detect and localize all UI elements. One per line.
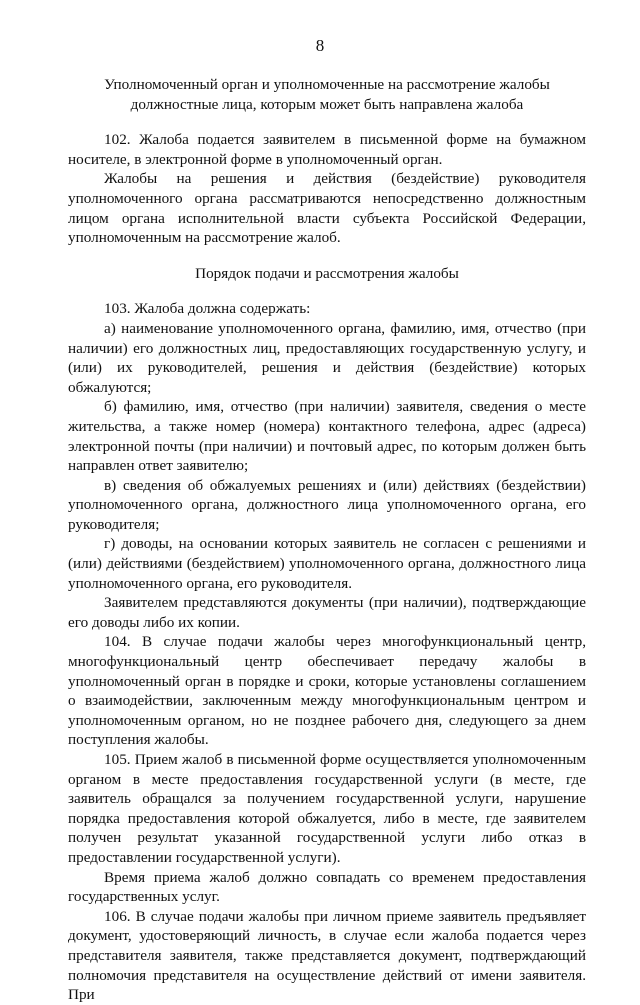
page-content (68, 75, 586, 1005)
section-heading-line: Уполномоченный орган и уполномоченные на рассмотрение жалобы (104, 76, 550, 93)
section-heading-line: должностные лица, которым может быть направлена жалоба (130, 95, 524, 113)
paragraph: г) доводы, на основании которых заявитель не согласен с решениями и (или) действиями (бездействием) уполномоченного органа, должностного лица уполномоченного органа, его руководителя. (68, 535, 586, 592)
paragraph: Жалобы на решения и действия (бездействие) руководителя уполномоченного органа рассматриваются непосредственно должностным лицом органа исполнительной власти субъекта Российской Федерации, уполномоченным на рассмотрение жалоб. (68, 170, 586, 247)
section-heading-procedure: Порядок подачи и рассмотрения жалобы (195, 264, 459, 282)
paragraph: 104. В случае подачи жалобы через многофункциональный центр, многофункциональный центр обеспечивает передачу жалобы в уполномоченный орган в порядке и сроки, которые установлены соглашением о взаимодействии, заключенным между многофункциональным центром и уполномоченным органом, но не позднее рабочего дня, следующего за днем поступления жалобы. (68, 633, 586, 749)
paragraph: 106. В случае подачи жалобы при личном приеме заявитель предъявляет документ, удостоверяющий личность, в случае если жалоба подается через представителя заявителя, также представляется документ, подтверждающий полномочия представителя на осуществление действий от имени заявителя. При (68, 907, 586, 1004)
paragraph: а) наименование уполномоченного органа, фамилию, имя, отчество (при наличии) его должностных лиц, предоставляющих государственную услугу, и (или) их руководителей, решения и действия (бездействие) которых обжалуются; (68, 319, 586, 396)
paragraph: 102. Жалоба подается заявителем в письменной форме на бумажном носителе, в электронной форме в уполномоченный орган. (68, 131, 586, 168)
section-heading-authorized-body (68, 75, 586, 114)
paragraph: б) фамилию, имя, отчество (при наличии) заявителя, сведения о месте жительства, а также номер (номера) контактного телефона, адрес (адреса) электронной почты (при наличии) и почтовый адрес, по которым должен быть направлен ответ заявителю; (68, 398, 586, 475)
paragraph: в) сведения об обжалуемых решениях и (или) действиях (бездействии) уполномоченного органа, должностного лица уполномоченного органа, его руководителя; (68, 476, 586, 533)
spacer (68, 114, 586, 130)
paragraph: 103. Жалоба должна содержать: (104, 300, 311, 318)
paragraph: 105. Прием жалоб в письменной форме осуществляется уполномоченным органом в месте предоставления государственной услуги (в месте, где заявитель обращался за получением государственной услуги, нарушение порядка предоставления которой обжалуется, либо в месте, где заявителем получен результат указанной государственной услуги либо отказ в предоставлении государственной услуги). (68, 751, 586, 866)
paragraph: Заявителем представляются документы (при наличии), подтверждающие его доводы либо их копии. (68, 594, 586, 631)
page-number: 8 (315, 36, 325, 55)
paragraph: Время приема жалоб должно совпадать со временем предоставления государственных услуг. (68, 868, 586, 906)
